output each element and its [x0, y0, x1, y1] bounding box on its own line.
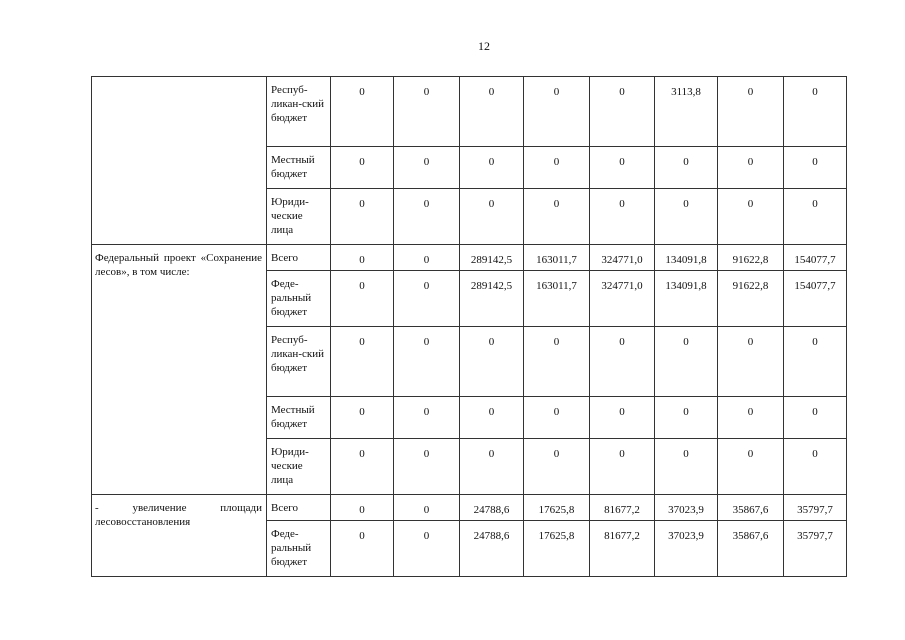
value-cell: 0 [524, 397, 590, 439]
value-cell: 0 [784, 439, 847, 495]
value-cell: 0 [590, 77, 655, 147]
value-cell: 0 [331, 77, 394, 147]
row-group-name: - увеличение площади лесовосстановления [92, 495, 267, 577]
value-cell: 0 [784, 327, 847, 397]
page-number: 12 [478, 39, 490, 53]
value-cell: 0 [394, 397, 460, 439]
funding-source-cell: Феде-ральный бюджет [267, 271, 331, 327]
value-cell: 0 [590, 327, 655, 397]
value-cell: 0 [590, 439, 655, 495]
value-cell: 37023,9 [655, 495, 718, 521]
value-cell: 0 [331, 271, 394, 327]
value-cell: 289142,5 [460, 271, 524, 327]
value-cell: 0 [718, 189, 784, 245]
funding-source-cell: Местный бюджет [267, 147, 331, 189]
value-cell: 0 [784, 147, 847, 189]
value-cell: 3113,8 [655, 77, 718, 147]
value-cell: 0 [524, 147, 590, 189]
value-cell: 17625,8 [524, 495, 590, 521]
row-group-name [92, 77, 267, 245]
value-cell: 289142,5 [460, 245, 524, 271]
value-cell: 0 [655, 397, 718, 439]
value-cell: 0 [331, 327, 394, 397]
value-cell: 91622,8 [718, 271, 784, 327]
value-cell: 0 [331, 397, 394, 439]
value-cell: 0 [655, 147, 718, 189]
value-cell: 0 [394, 77, 460, 147]
value-cell: 0 [590, 189, 655, 245]
value-cell: 0 [331, 189, 394, 245]
value-cell: 0 [718, 439, 784, 495]
funding-source-cell: Местный бюджет [267, 397, 331, 439]
value-cell: 0 [394, 327, 460, 397]
value-cell: 0 [460, 439, 524, 495]
value-cell: 24788,6 [460, 495, 524, 521]
value-cell: 35797,7 [784, 521, 847, 577]
value-cell: 0 [394, 521, 460, 577]
value-cell: 81677,2 [590, 495, 655, 521]
value-cell: 0 [524, 327, 590, 397]
value-cell: 35867,6 [718, 495, 784, 521]
value-cell: 0 [784, 397, 847, 439]
value-cell: 35797,7 [784, 495, 847, 521]
value-cell: 0 [718, 77, 784, 147]
value-cell: 0 [394, 271, 460, 327]
value-cell: 0 [331, 495, 394, 521]
table-row [92, 495, 847, 521]
value-cell: 0 [460, 189, 524, 245]
value-cell: 0 [460, 327, 524, 397]
value-cell: 17625,8 [524, 521, 590, 577]
value-cell: 0 [331, 245, 394, 271]
value-cell: 0 [524, 77, 590, 147]
value-cell: 163011,7 [524, 245, 590, 271]
value-cell: 0 [784, 189, 847, 245]
value-cell: 0 [331, 521, 394, 577]
value-cell: 0 [718, 327, 784, 397]
value-cell: 0 [655, 439, 718, 495]
value-cell: 0 [331, 439, 394, 495]
value-cell: 163011,7 [524, 271, 590, 327]
value-cell: 35867,6 [718, 521, 784, 577]
value-cell: 0 [655, 327, 718, 397]
value-cell: 37023,9 [655, 521, 718, 577]
funding-source-cell: Юриди-ческие лица [267, 439, 331, 495]
budget-table [91, 76, 847, 577]
funding-source-cell: Всего [267, 245, 331, 271]
funding-source-cell: Феде-ральный бюджет [267, 521, 331, 577]
value-cell: 134091,8 [655, 271, 718, 327]
value-cell: 0 [394, 189, 460, 245]
value-cell: 0 [590, 397, 655, 439]
value-cell: 154077,7 [784, 245, 847, 271]
value-cell: 0 [590, 147, 655, 189]
table-body [92, 77, 847, 577]
value-cell: 0 [331, 147, 394, 189]
table-row [92, 77, 847, 147]
value-cell: 0 [460, 77, 524, 147]
value-cell: 0 [784, 77, 847, 147]
value-cell: 81677,2 [590, 521, 655, 577]
value-cell: 0 [394, 245, 460, 271]
table-row [92, 245, 847, 271]
value-cell: 324771,0 [590, 271, 655, 327]
value-cell: 0 [524, 189, 590, 245]
funding-source-cell: Юриди-ческие лица [267, 189, 331, 245]
value-cell: 134091,8 [655, 245, 718, 271]
value-cell: 91622,8 [718, 245, 784, 271]
value-cell: 0 [460, 397, 524, 439]
funding-source-cell: Всего [267, 495, 331, 521]
value-cell: 0 [394, 147, 460, 189]
value-cell: 0 [524, 439, 590, 495]
row-group-name: Федеральный проект «Сохранение лесов», в том числе: [92, 245, 267, 495]
value-cell: 0 [718, 147, 784, 189]
value-cell: 24788,6 [460, 521, 524, 577]
funding-source-cell: Респуб-ликан-ский бюджет [267, 77, 331, 147]
value-cell: 0 [394, 495, 460, 521]
value-cell: 324771,0 [590, 245, 655, 271]
funding-source-cell: Респуб-ликан-ский бюджет [267, 327, 331, 397]
value-cell: 0 [718, 397, 784, 439]
value-cell: 0 [460, 147, 524, 189]
value-cell: 154077,7 [784, 271, 847, 327]
value-cell: 0 [655, 189, 718, 245]
value-cell: 0 [394, 439, 460, 495]
